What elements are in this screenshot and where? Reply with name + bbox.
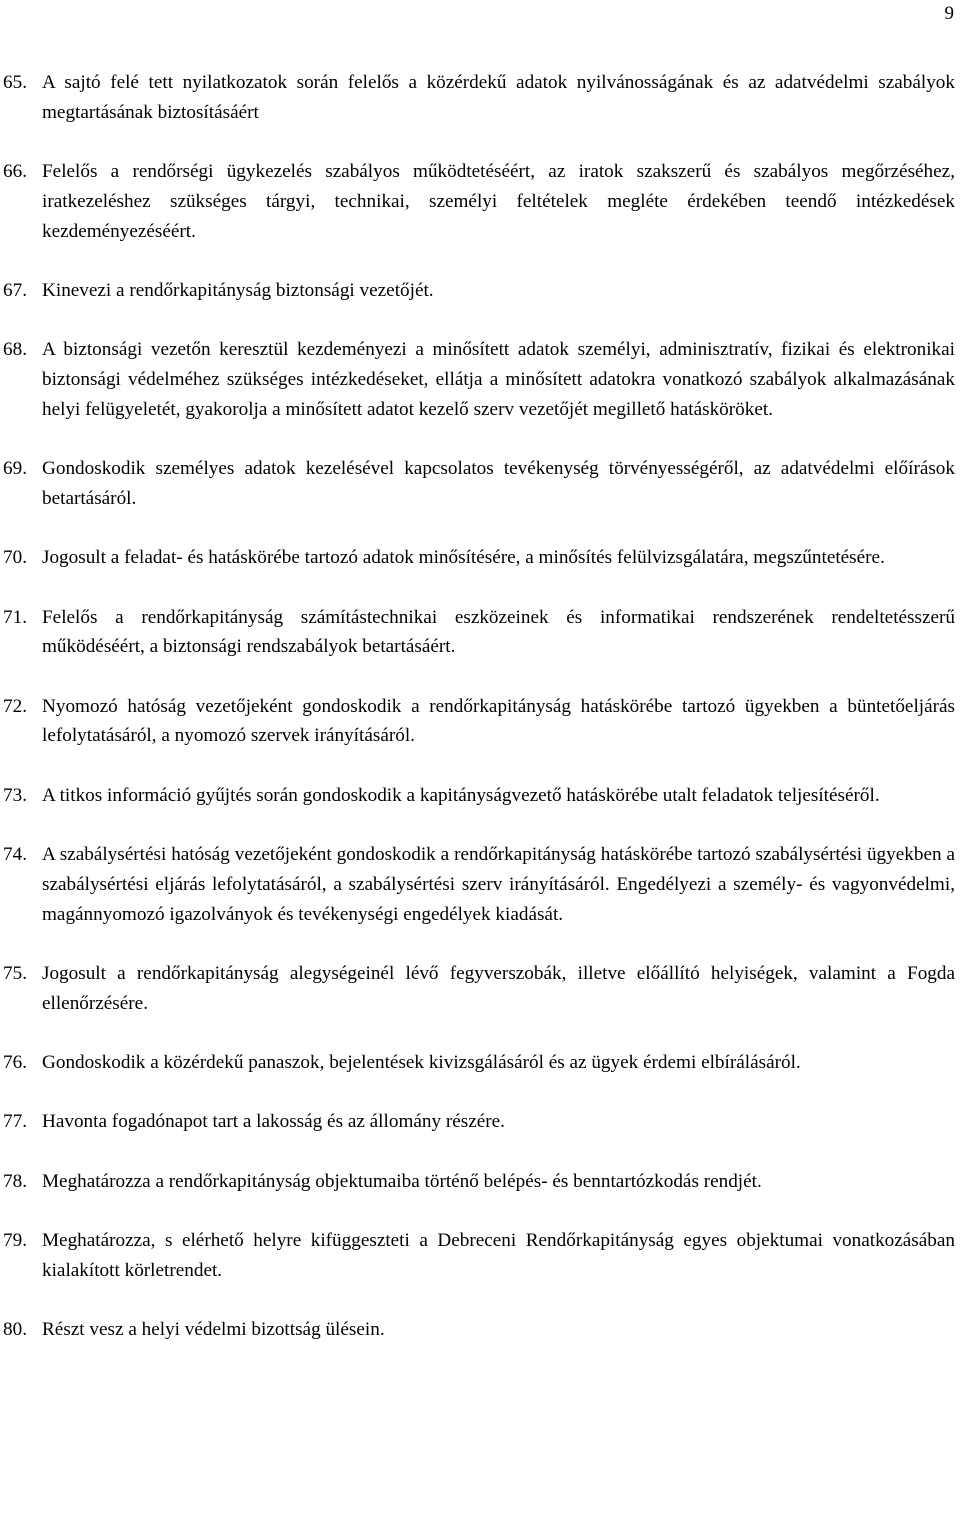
list-item [0, 603, 960, 662]
item-text: A szabálysértési hatóság vezetőjeként gondoskodik a rendőrkapitányság hatáskörébe tartozó szabálysértési ügyekben a szabálysértési eljárás lefolytatásáról, a szabálysértési szerv irányításáról. Engedélyezi a személy- és vagyonvédelmi, magánnyomozó igazolványok és tevékenységi engedélyek kiadását. [42, 844, 955, 925]
item-number: 74. [3, 844, 27, 866]
item-text: Gondoskodik személyes adatok kezelésével kapcsolatos tevékenység törvényességéről, az adatvédelmi előírások betartásáról. [42, 458, 955, 509]
list-item [0, 692, 960, 751]
list-item [0, 1226, 960, 1285]
list-item [0, 959, 960, 1018]
list-item [0, 335, 960, 424]
item-number: 75. [3, 962, 27, 984]
list-item [0, 1107, 960, 1137]
item-text: Meghatározza a rendőrkapitányság objektumaiba történő belépés- és benntartózkodás rendjét. [42, 1170, 762, 1192]
list-item [0, 68, 960, 127]
item-text: Jogosult a rendőrkapitányság alegységeinél lévő fegyverszobák, illetve előállító helyiségek, valamint a Fogda ellenőrzésére. [42, 962, 955, 1014]
item-number: 66. [3, 161, 27, 183]
item-text: Felelős a rendőrségi ügykezelés szabályos működtetéséért, az iratok szakszerű és szabályos megőrzéséhez, iratkezeléshez szükséges tárgyi, technikai, személyi feltételek megléte érdekében teendő intézkedések kezdeményezéséért. [42, 161, 955, 242]
item-text: Gondoskodik a közérdekű panaszok, bejelentések kivizsgálásáról és az ügyek érdemi elbírálásáról. [42, 1052, 801, 1074]
item-number: 78. [3, 1170, 27, 1192]
item-text: Meghatározza, s elérhető helyre kifüggeszteti a Debreceni Rendőrkapitányság egyes objektumai vonatkozásában kialakított körletrendet. [42, 1230, 955, 1281]
numbered-list [0, 68, 960, 1375]
item-text: Kinevezi a rendőrkapitányság biztonsági vezetőjét. [42, 279, 434, 301]
item-text: Jogosult a feladat- és hatáskörébe tartozó adatok minősítésére, a minősítés felülvizsgálatára, megszűntetésére. [42, 547, 885, 569]
item-number: 76. [3, 1052, 27, 1074]
item-text: A titkos információ gyűjtés során gondoskodik a kapitányságvezető hatáskörébe utalt feladatok teljesítéséről. [42, 784, 880, 806]
item-number: 65. [3, 72, 27, 93]
item-number: 79. [3, 1230, 27, 1252]
list-item [0, 276, 960, 306]
item-text: A sajtó felé tett nyilatkozatok során felelős a közérdekű adatok nyilvánosságának és az adatvédelmi szabályok megtartásának biztosításáért [42, 72, 955, 123]
item-number: 68. [3, 339, 27, 361]
page-number: 9 [944, 3, 954, 24]
item-number: 69. [3, 458, 27, 480]
list-item [0, 157, 960, 246]
list-item [0, 1167, 960, 1197]
item-number: 67. [3, 279, 27, 301]
item-text: Havonta fogadónapot tart a lakosság és az állomány részére. [42, 1111, 505, 1133]
item-text: A biztonsági vezetőn keresztül kezdeményezi a minősített adatok személyi, adminisztratív, fizikai és elektronikai biztonsági védelméhez szükséges intézkedéseket, ellátja a minősített adatokra vonatkozó szabályok alkalmazásának helyi felügyeletét, gyakorolja a minősített adatot kezelő szerv vezetőjét megillető hatásköröket. [42, 339, 955, 420]
item-number: 72. [3, 695, 27, 717]
list-item [0, 840, 960, 929]
item-text: Részt vesz a helyi védelmi bizottság ülésein. [42, 1319, 385, 1341]
item-number: 70. [3, 547, 27, 569]
item-number: 71. [3, 606, 27, 628]
item-text: Nyomozó hatóság vezetőjeként gondoskodik a rendőrkapitányság hatáskörébe tartozó ügyekben a büntetőeljárás lefolytatásáról, a nyomozó szervek irányításáról. [42, 695, 955, 747]
list-item [0, 1048, 960, 1078]
item-number: 73. [3, 784, 27, 806]
list-item [0, 454, 960, 513]
list-item [0, 1315, 960, 1345]
list-item [0, 781, 960, 811]
item-text: Felelős a rendőrkapitányság számítástechnikai eszközeinek és informatikai rendszerének rendeltetésszerű működéséért, a biztonsági rendszabályok betartásáért. [42, 606, 955, 658]
item-number: 80. [3, 1319, 27, 1341]
item-number: 77. [3, 1111, 27, 1133]
list-item [0, 543, 960, 573]
